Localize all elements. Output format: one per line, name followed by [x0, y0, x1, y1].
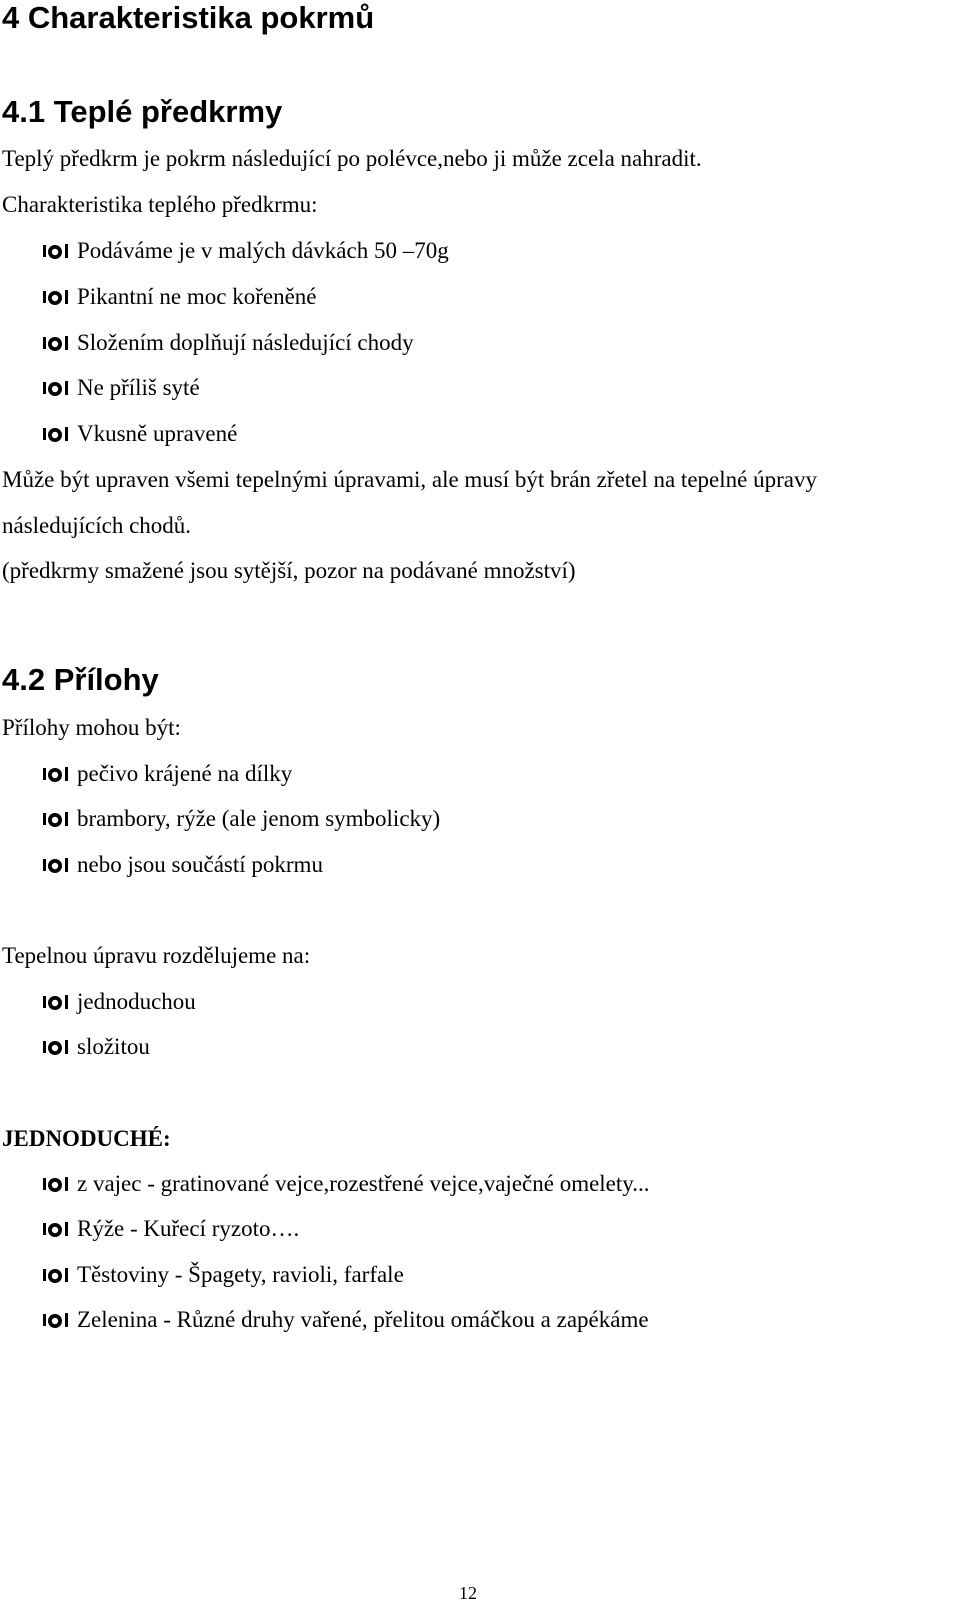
list-item [41, 1214, 299, 1244]
list-item [41, 1169, 650, 1199]
note-paragraph: (předkrmy smažené jsou sytější, pozor na podávané množství) [2, 558, 576, 583]
heat-treatment-label: Tepelnou úpravu rozdělujeme na: [2, 943, 311, 968]
list-item [41, 1260, 404, 1290]
plate-with-fork-icon [41, 286, 77, 308]
plate-with-fork-icon [41, 240, 77, 262]
cooking-paragraph-line-2: následujících chodů. [2, 513, 192, 538]
plate-with-fork-icon [41, 763, 77, 785]
list-item-text: Pikantní ne moc kořeněné [77, 284, 317, 309]
plate-with-fork-icon [41, 1309, 77, 1331]
list-item [41, 1032, 150, 1062]
list-item [41, 759, 292, 789]
plate-with-fork-icon [41, 1036, 77, 1058]
list-item-text: nebo jsou součástí pokrmu [77, 852, 323, 877]
list-item-text: z vajec - gratinované vejce,rozestřené vejce,vaječné omelety... [77, 1171, 650, 1196]
list-item [41, 1305, 649, 1335]
list-item [41, 850, 323, 880]
list-item-text: složitou [77, 1034, 150, 1059]
list-item [41, 282, 317, 312]
plate-with-fork-icon [41, 1173, 77, 1195]
plate-with-fork-icon [41, 854, 77, 876]
plate-with-fork-icon [41, 991, 77, 1013]
plate-with-fork-icon [41, 1218, 77, 1240]
intro-paragraph: Teplý předkrm je pokrm následující po polévce,nebo ji může zcela nahradit. [2, 146, 702, 171]
list-item-text: Podáváme je v malých dávkách 50 –70g [77, 238, 449, 263]
list-item-text: pečivo krájené na dílky [77, 761, 293, 786]
cooking-paragraph-line-1: Může být upraven všemi tepelnými úpravami, ale musí být brán zřetel na tepelné úpravy [2, 467, 817, 492]
list-item [41, 236, 449, 266]
page-number: 12 [459, 1583, 477, 1603]
list-item [41, 419, 237, 449]
list-item-text: Ne příliš syté [77, 375, 200, 400]
plate-with-fork-icon [41, 808, 77, 830]
list-item [41, 987, 196, 1017]
plate-with-fork-icon [41, 423, 77, 445]
section-heading-4-1: 4.1 Teplé předkrmy [2, 94, 283, 129]
list-item-text: Složením doplňují následující chody [77, 330, 414, 355]
list-item-text: Rýže - Kuřecí ryzoto…. [77, 1216, 300, 1241]
plate-with-fork-icon [41, 1264, 77, 1286]
list-item-text: brambory, rýže (ale jenom symbolicky) [77, 806, 441, 831]
characteristics-label: Charakteristika teplého předkrmu: [2, 192, 318, 217]
list-item-text: Těstoviny - Špagety, ravioli, farfale [77, 1262, 404, 1287]
list-item-text: jednoduchou [77, 989, 196, 1014]
list-item-text: Zelenina - Různé druhy vařené, přelitou omáčkou a zapékáme [77, 1307, 649, 1332]
chapter-heading: 4 Charakteristika pokrmů [2, 0, 375, 35]
list-item [41, 328, 414, 358]
side-dishes-intro: Přílohy mohou být: [2, 715, 181, 740]
section-heading-4-2: 4.2 Přílohy [2, 662, 159, 697]
plate-with-fork-icon [41, 332, 77, 354]
list-item-text: Vkusně upravené [77, 421, 238, 446]
simple-label: JEDNODUCHÉ: [2, 1126, 171, 1151]
list-item [41, 373, 200, 403]
list-item [41, 804, 440, 834]
plate-with-fork-icon [41, 377, 77, 399]
